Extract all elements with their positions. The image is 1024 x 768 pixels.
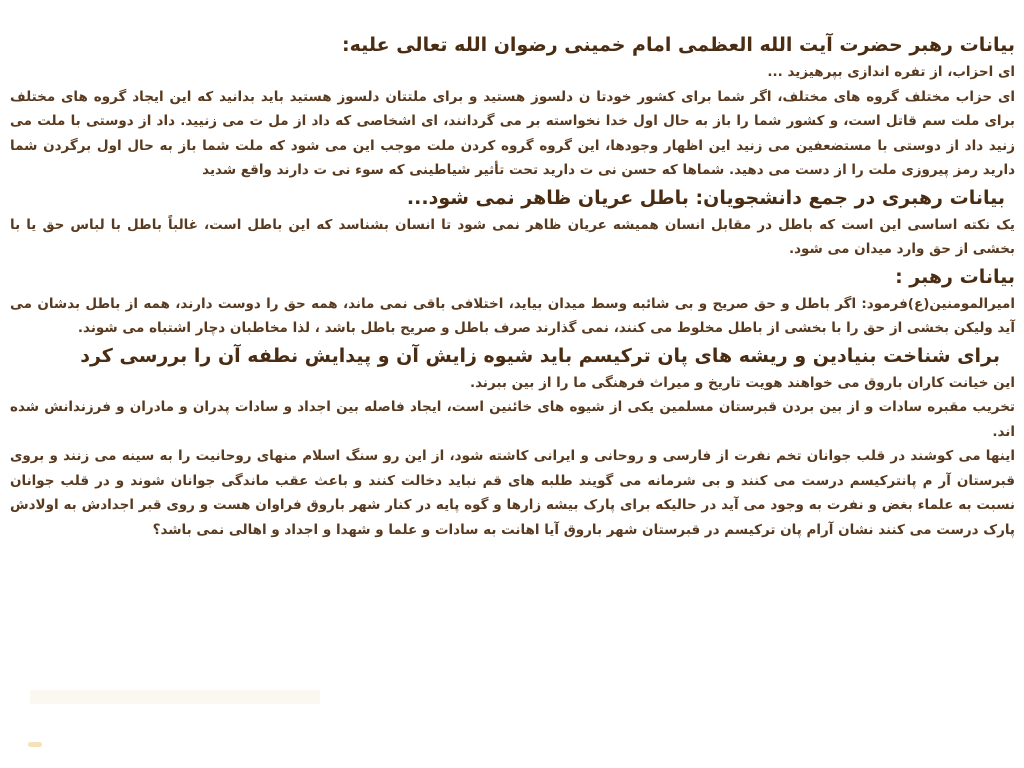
heading-leader-students: بیانات رهبری در جمع دانشجویان: باطل عریان ظاهر نمی شود... [406,186,1005,209]
heading-leader-statement: بیانات رهبر : [895,265,1015,288]
paragraph-falsehood-not-naked: یک نکته اساسی این است که باطل در مقابل انسان همیشه عریان ظاهر نمی شود تا انسان بشناسد که این باطل است، غالباً باطل با لباس حق یا با بخشی از حق وارد میدان می شود. [10,216,1015,257]
faint-corner-mark [28,742,42,747]
heading-pan-turkism-roots: برای شناخت بنیادین و ریشه های پان ترکیسم باید شیوه زایش آن و پیدایش نطفه آن را بررسی کرد [80,344,1000,367]
heading-imam-khomeini-statement: بیانات رهبر حضرت آیت الله العظمی امام خمینی رضوان الله تعالی علیه: [341,34,1015,56]
document-page [10,30,1015,542]
paragraph-cemetery-destruction: تخریب مقبره سادات و از بین بردن قبرستان مسلمین یکی از شیوه های خائنین است، ایجاد فاصله بین اجداد و سادات پدران و مادران و فرزندانش شده اند. [10,399,1015,440]
paragraph-parties-address: ای حزاب مختلف گروه های مختلف، اگر شما برای کشور خودتا ن دلسوز هستید و برای ملتتان دلسوز هستید باید بدانید که این ایجاد گروه های مختلف برای ملت سم قاتل است، و کشور شما را باز به حال اول خدا نخواسته بر می گردانند، ای اشخاصی که داد از مل ت می زنیید. داد از دوستی با ملت می زنید داد از دوستی با مستضعفین می زنید این اظهار وجودها، این گروه گروه کردن ملت موجب این می شود که ملت شما باز به حال اول برگردن شما دارید رمز پیروزی ملت را از دست می دهید. شماها که حسن نی ت دارید تحت تأثیر شیاطینی که سوء نی ت دارند واقع شدید [10,88,1015,178]
paragraph-parties-warning: ای احزاب، از تفره اندازی بپرهیزید ... [767,64,1015,80]
paragraph-amir-al-muminin-quote: امیرالمومنین(ع)فرمود: اگر باطل و حق صریح و بی شائبه وسط میدان بیاید، اختلافی باقی نمی ماند، همه حق را دوست دارند، همه از باطل بدشان می آید ولیکن بخشی از حق را با بخشی از باطل مخلوط می کنند، نمی گذارند صرف باطل و صریح باطل باشد ، لذا مخاطبان دچار اشتباه می شوند. [10,295,1015,336]
faint-background-strip [30,690,320,704]
paragraph-youth-hatred: اینها می کوشند در قلب جوانان تخم نفرت از فارسی و روحانی و ایرانی کاشته شود، از این رو سنگ اسلام منهای روحانیت را به سینه می زنند و بروی قبرستان آر م پانترکیسم درست می کنند و بی شرمانه می گویند طلبه های قم نباید دخالت کنند و باعث عقب ماندگی جوانان شوند و در قلب جوانان نسبت به علماء بغض و نفرت به وجود می آید در حالیکه برای پارک بیشه زارها و گوه پایه در کنار شهر باروق فراوان هست و روی قبر اجدادش به اولادش پارک درست می کنند نشان آرام پان ترکیسم در قبرستان شهر باروق آیا اهانت به سادات و علما و شهدا و اجداد و اهالی نمی باشد؟ [10,448,1015,538]
paragraph-traitors-heritage: این خیانت کاران باروق می خواهند هویت تاریخ و میراث فرهنگی ما را از بین ببرند. [469,374,1015,391]
